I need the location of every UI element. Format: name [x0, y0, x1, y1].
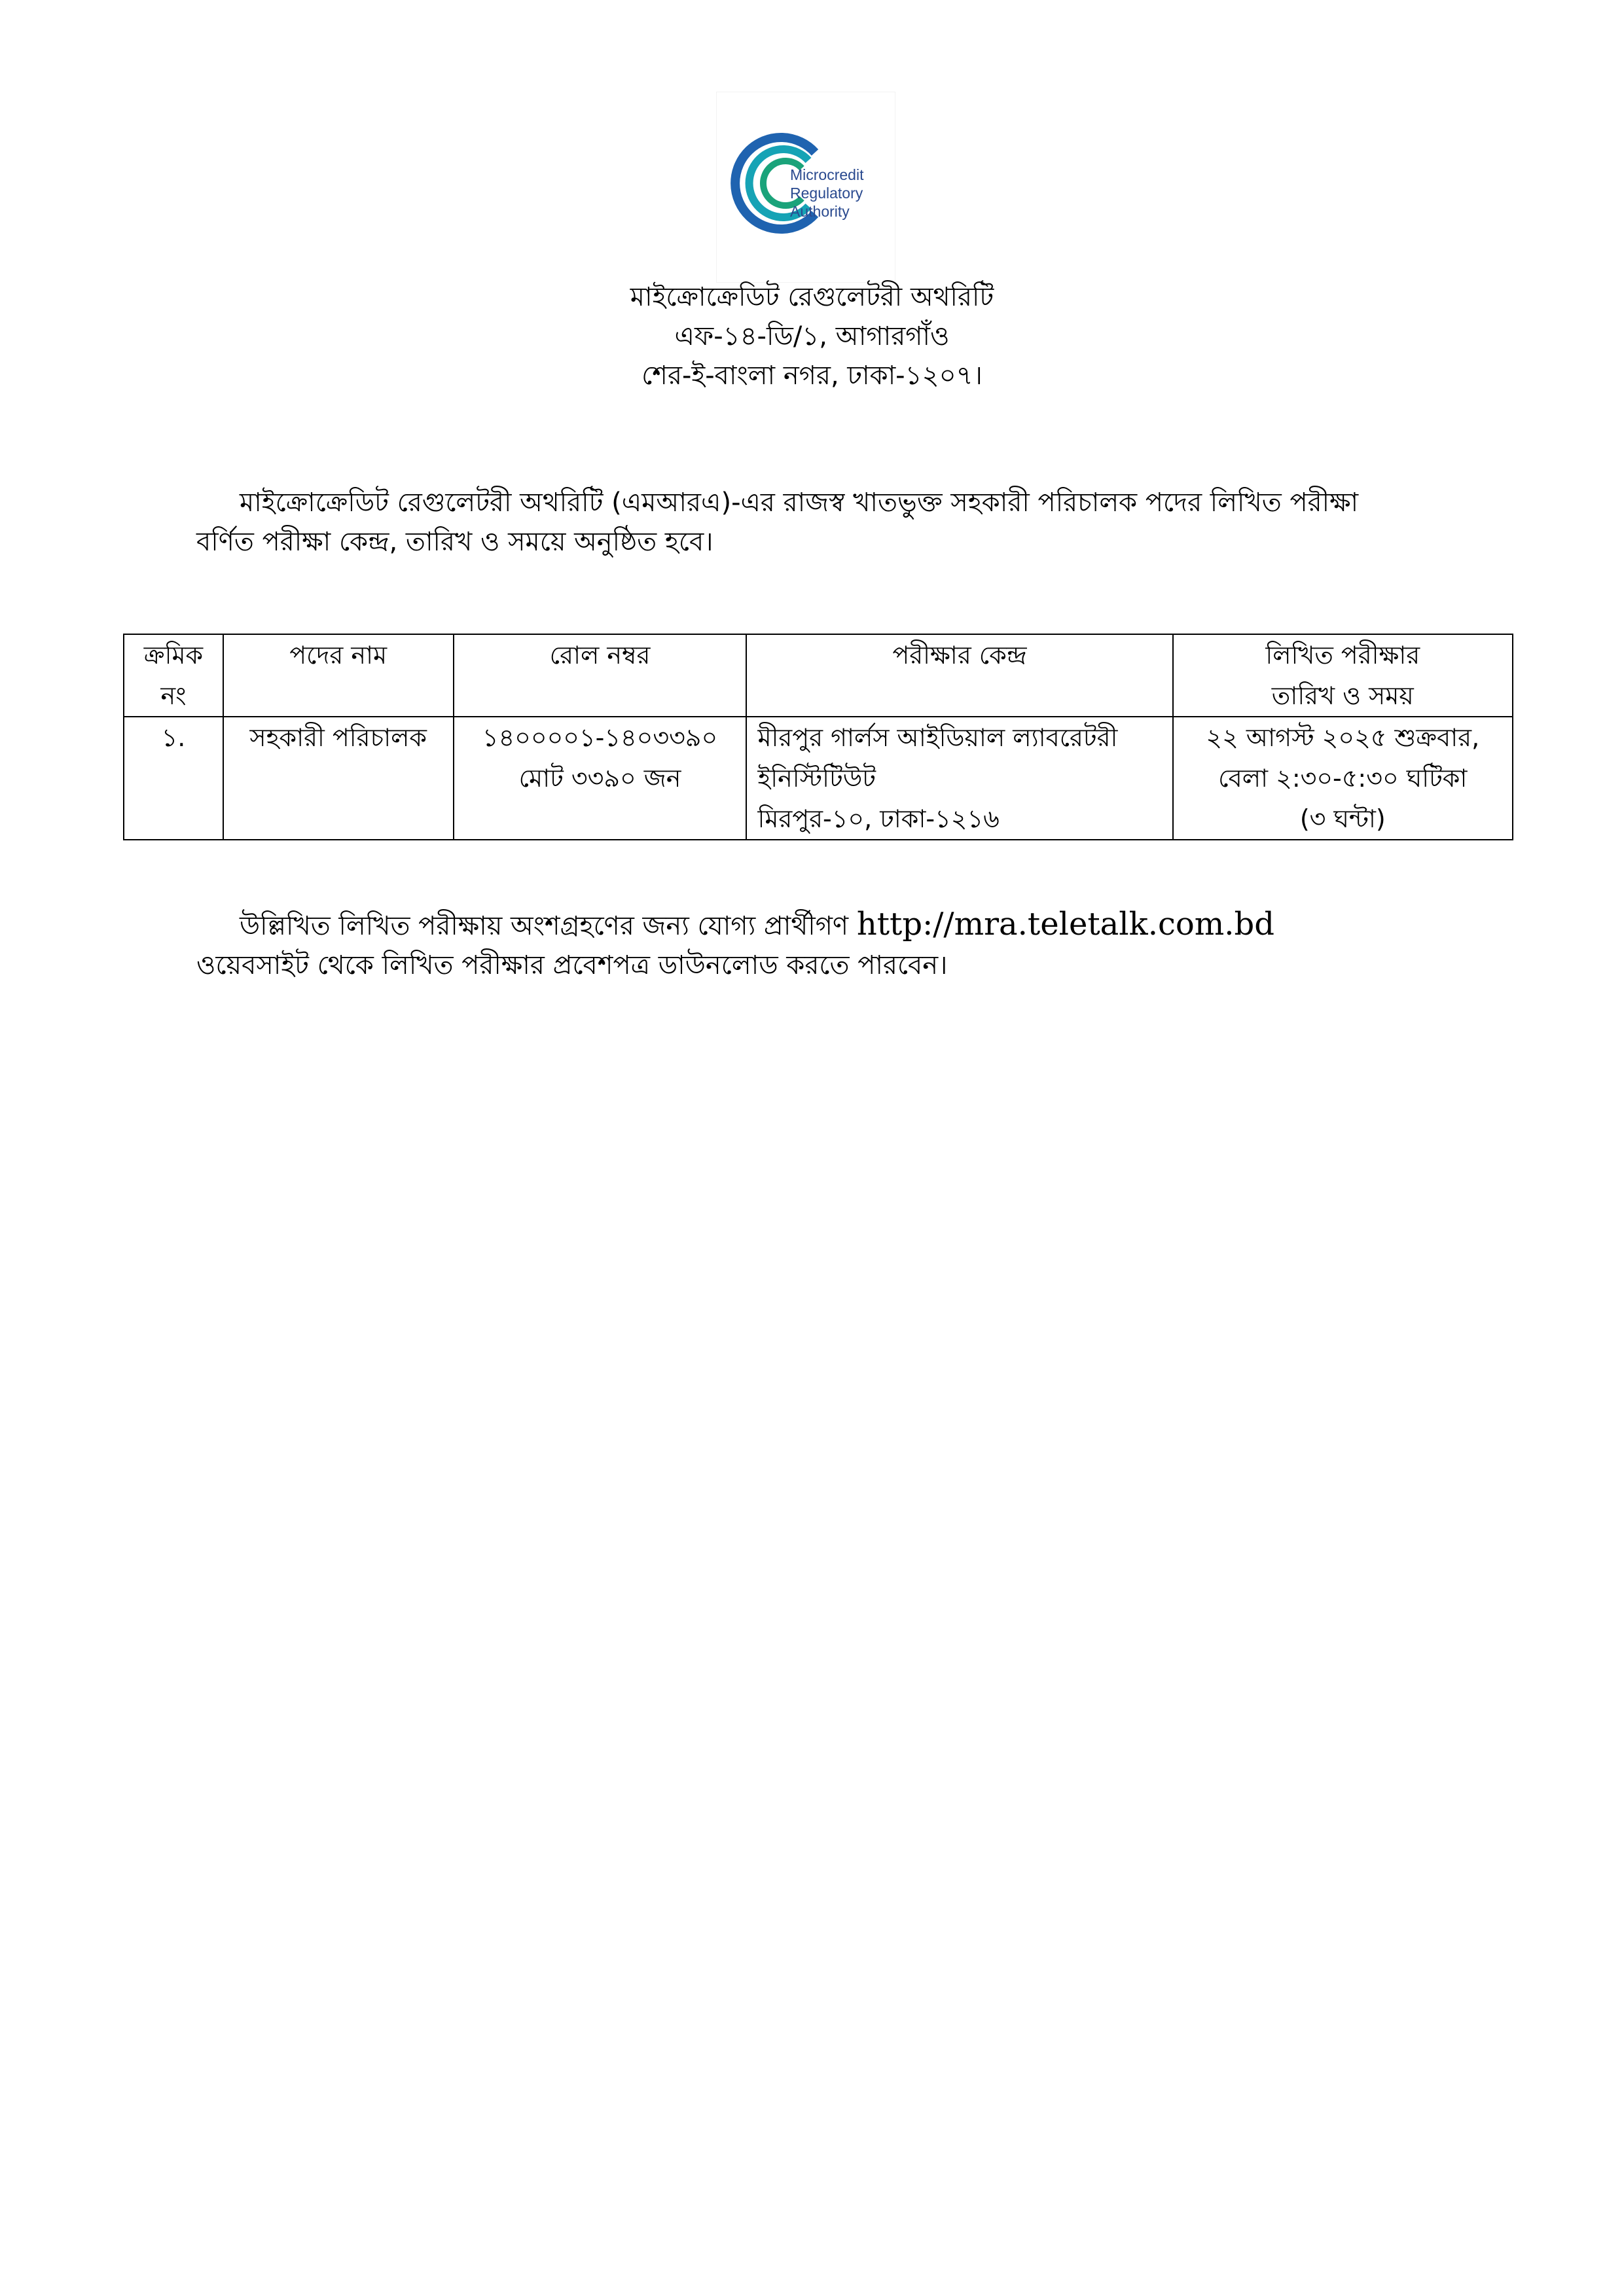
exam-date: ২২ আগস্ট ২০২৫ শুক্রবার, — [1206, 723, 1480, 752]
table-header-row — [124, 634, 1513, 717]
mra-logo — [716, 92, 895, 283]
header-serial — [124, 634, 223, 717]
note-line-1 — [196, 905, 1479, 946]
header-datetime-line1: লিখিত পরীক্ষার — [1265, 641, 1420, 670]
address-line-1: এফ-১৪-ডি/১, আগারগাঁও — [674, 321, 950, 351]
notice-line-1 — [196, 483, 1479, 522]
exam-schedule-table — [123, 634, 1513, 840]
cell-post: সহকারী পরিচালক — [223, 717, 454, 840]
notice-paragraph — [196, 483, 1479, 562]
cell-serial: ১. — [124, 717, 223, 840]
logo-text-line3: Authority — [790, 203, 850, 220]
roll-range: ১৪০০০০১-১৪০৩৩৯০ — [482, 723, 718, 752]
cell-center — [746, 717, 1172, 840]
exam-time: বেলা ২:৩০-৫:৩০ ঘটিকা — [1218, 764, 1468, 793]
cell-roll — [454, 717, 747, 840]
center-line2: ইনিস্টিটিউট — [757, 764, 876, 793]
center-line3: মিরপুর-১০, ঢাকা-১২১৬ — [757, 804, 1000, 833]
header-datetime — [1173, 634, 1513, 717]
logo-wordmark — [790, 166, 863, 221]
note-line-1-text: উল্লিখিত লিখিত পরীক্ষায় অংশগ্রহণের জন্য যোগ্য প্রার্থীগণ — [240, 911, 849, 941]
header-roll: রোল নম্বর — [454, 634, 747, 717]
note-line-2: ওয়েবসাইট থেকে লিখিত পরীক্ষার প্রবেশপত্র ডাউনলোড করতে পারবেন। — [196, 950, 948, 980]
notice-line-2: বর্ণিত পরীক্ষা কেন্দ্র, তারিখ ও সময়ে অনুষ্ঠিত হবে। — [196, 527, 713, 557]
logo-text-line2: Regulatory — [790, 185, 863, 202]
notice-line-1-text: মাইক্রোক্রেডিট রেগুলেটরী অথরিটি (এমআরএ)-এর রাজস্ব খাতভুক্ত সহকারী পরিচালক পদের লিখিত পরীক্ষা — [240, 488, 1359, 518]
header-post: পদের নাম — [223, 634, 454, 717]
logo-text-line1: Microcredit — [790, 166, 864, 183]
cell-datetime — [1173, 717, 1513, 840]
address-line-2: শের-ই-বাংলা নগর, ঢাকা-১২০৭। — [641, 361, 983, 391]
admit-card-note — [196, 905, 1479, 985]
header-serial-line1: ক্রমিক — [143, 641, 204, 670]
header-center: পরীক্ষার কেন্দ্র — [746, 634, 1172, 717]
header-datetime-line2: তারিখ ও সময় — [1271, 681, 1414, 710]
org-name: মাইক্রোক্রেডিট রেগুলেটরী অথরিটি — [630, 282, 994, 312]
teletalk-url-link[interactable]: http://mra.teletalk.com.bd — [856, 906, 1274, 942]
exam-duration: (৩ ঘন্টা) — [1299, 804, 1386, 833]
roll-total: মোট ৩৩৯০ জন — [518, 764, 681, 793]
header-serial-line2: নং — [160, 681, 187, 710]
table-row — [124, 717, 1513, 840]
center-line1: মীরপুর গার্লস আইডিয়াল ল্যাবরেটরী — [757, 723, 1118, 752]
